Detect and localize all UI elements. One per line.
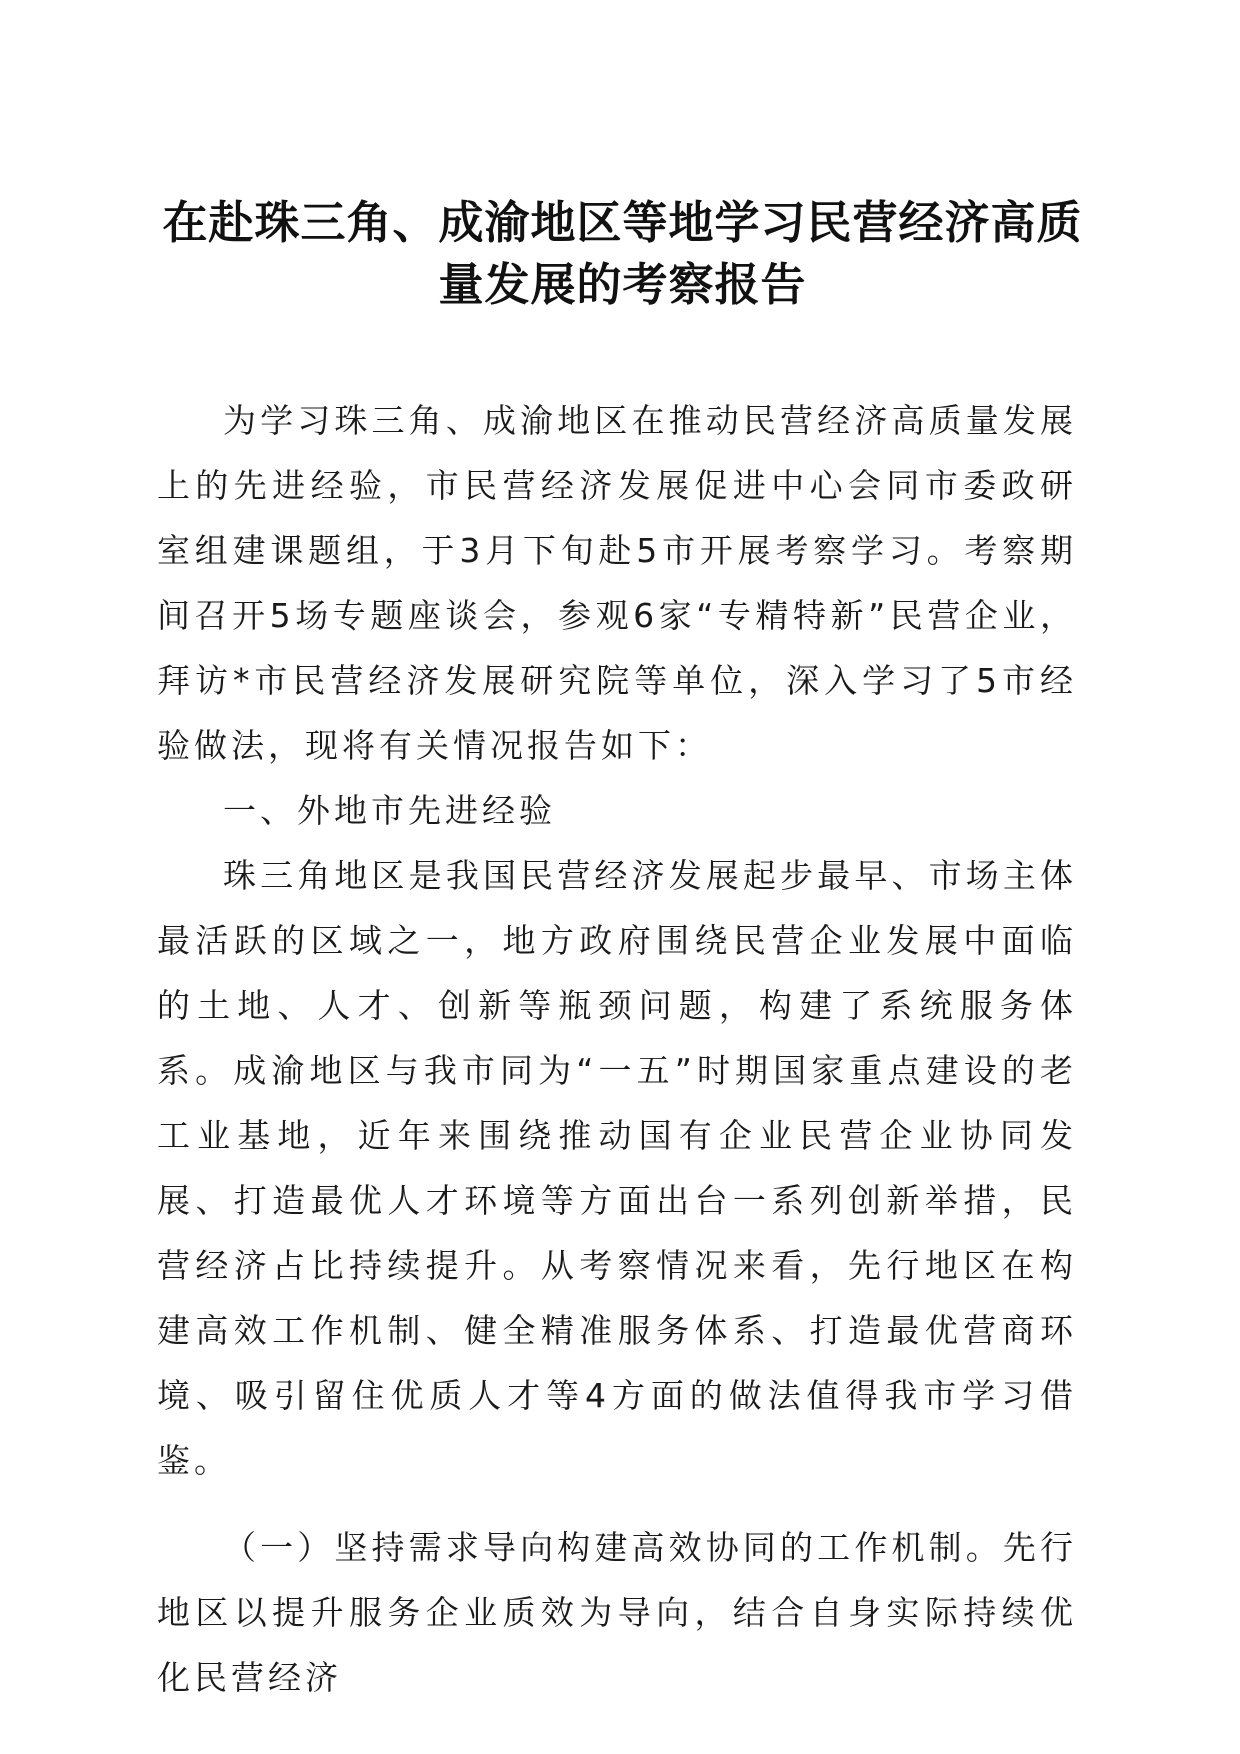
document-title — [150, 192, 1095, 316]
overview-paragraph: 珠三角地区是我国民营经济发展起步最早、市场主体最活跃的区域之一，地方政府围绕民营企业发展中面临的土地、人才、创新等瓶颈问题，构建了系统服务体系。成渝地区与我市同为“一五”时期国家重点建设的老工业基地，近年来围绕推动国有企业民营企业协同发展、打造最优人才环境等方面出台一系列创新举措，民营经济占比持续提升。从考察情况来看，先行地区在构建高效工作机制、健全精准服务体系、打造最优营商环境、吸引留住优质人才等4方面的做法值得我市学习借鉴。 — [157, 856, 1077, 1480]
section-heading-1: 一、外地市先进经验 — [223, 791, 556, 830]
title-line-1: 在赴珠三角、成渝地区等地学习民营经济高质 — [162, 196, 1083, 249]
title-line-2: 量发展的考察报告 — [438, 258, 807, 311]
document-body — [157, 388, 1077, 1710]
intro-paragraph: 为学习珠三角、成渝地区在推动民营经济高质量发展上的先进经验，市民营经济发展促进中心会同市委政研室组建课题组，于3月下旬赴5市开展考察学习。考察期间召开5场专题座谈会，参观6家“专精特新”民营企业，拜访*市民营经济发展研究院等单位，深入学习了5市经验做法，现将有关情况报告如下： — [157, 401, 1077, 765]
subsection-paragraph-1: （一）坚持需求导向构建高效协同的工作机制。先行地区以提升服务企业质效为导向，结合自身实际持续优化民营经济 — [157, 1528, 1077, 1697]
